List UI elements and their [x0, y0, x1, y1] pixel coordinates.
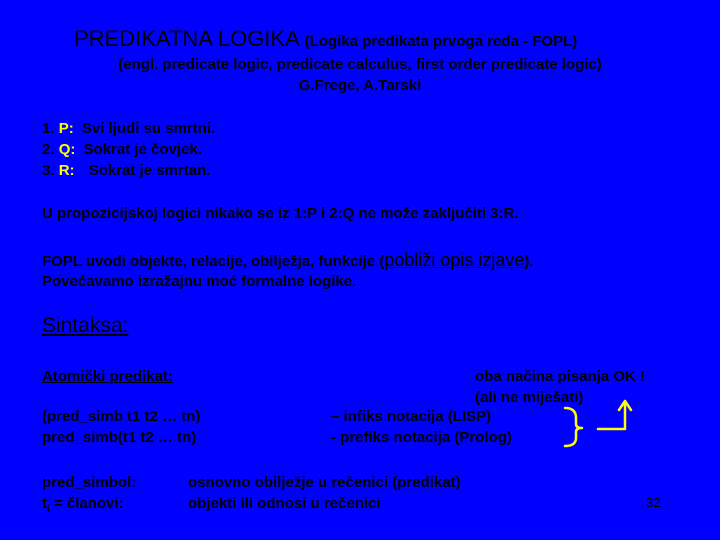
notation-infix: (pred_simb t1 t2 … tn) [42, 408, 201, 425]
atomic-heading: Atomički predikat: [42, 368, 173, 385]
subtitle-line2: G.Frege, A.Tarski [298, 77, 422, 94]
premise-item: 2. Q: Sokrat je čovjek. [42, 141, 202, 158]
premise-text: Sokrat je čovjek. [83, 141, 202, 158]
premise-label: R: [58, 162, 75, 179]
page-number: 32 [646, 495, 661, 510]
statement-text: U propozicijskoj logici nikako se iz 1:P i 2:Q ne može zaključiti 3:R. [42, 205, 519, 222]
fopl-line2: Povećavamo izražajnu moć formalne logike. [42, 273, 357, 290]
def-desc-predicate: osnovno obilježje u rečenici (predikat) [188, 474, 461, 491]
def-term-predicate: pred_simbol: [42, 474, 137, 491]
fopl-line1: FOPL uvodi objekte, relacije, obilježja, funkcije (pobliži opis izjave). [42, 250, 534, 270]
def-term-members: $t_i$ = članovi: [42, 495, 124, 515]
sintaksa-heading: Sintaksa: [42, 314, 129, 337]
premise-item: 3. R: Sokrat je smrtan. [42, 162, 211, 179]
description-link[interactable]: pobliži opis izjave [384, 250, 525, 270]
premise-item: 1. P: Svi ljudi su smrtni. [42, 120, 216, 137]
premise-text: Svi ljudi su smrtni. [81, 120, 216, 137]
title-main: PREDIKATNA LOGIKA [74, 26, 299, 51]
title-sub: (Logika predikata prvoga reda - FOPL) [304, 33, 578, 50]
subtitle-line1: (engl. predicate logic, predicate calculus, first order predicate logic) [118, 56, 602, 73]
note-do-not-mix: (ali ne miješati) [475, 389, 584, 406]
def-desc-members: objekti ili odnosi u rečenici [188, 495, 381, 512]
curly-brace-shape [565, 408, 582, 446]
note-both-ok: oba načina pisanja OK ! [475, 368, 646, 385]
premise-label: P: [58, 120, 74, 137]
premise-label: Q: [58, 141, 76, 158]
note-infix: – infiks notacija (LISP) [331, 408, 492, 425]
premise-text: Sokrat je smrtan. [88, 162, 211, 179]
note-prefix: - prefiks notacija (Prolog) [331, 429, 512, 446]
notation-prefix: pred_simb(t1 t2 … tn) [42, 429, 197, 446]
